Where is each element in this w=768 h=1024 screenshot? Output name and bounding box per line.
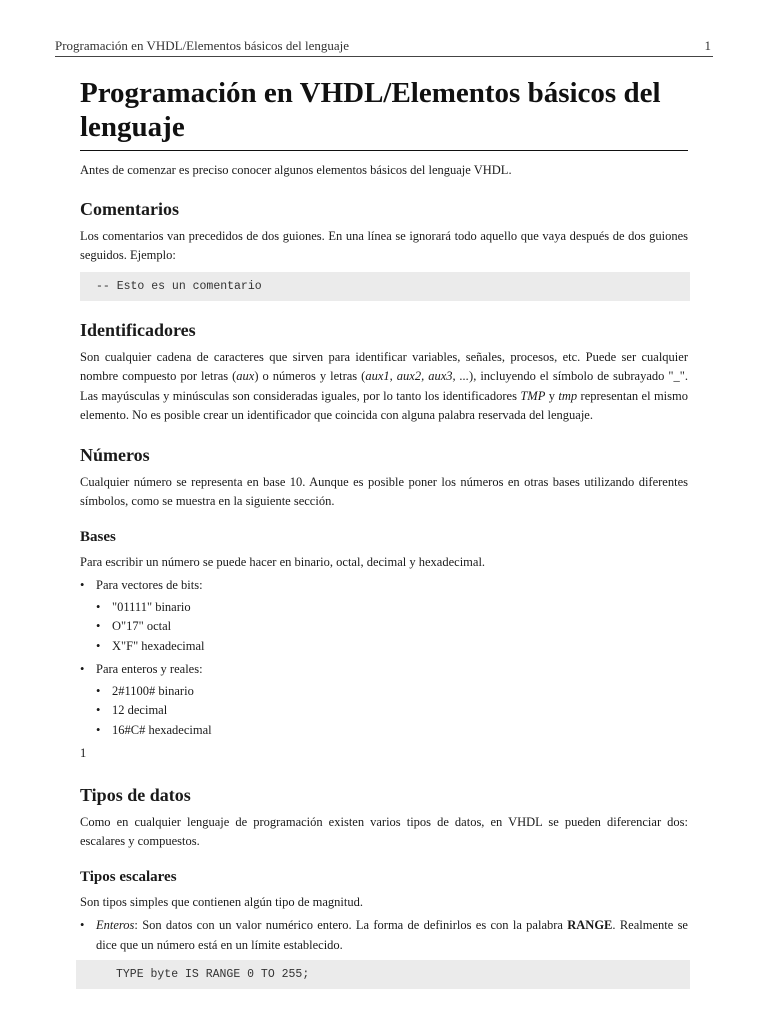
tipos-datos-paragraph: Como en cualquier lenguaje de programación existen varios tipos de datos, en VHDL se pueden diferenciar dos: escalares y compuestos. (80, 814, 688, 848)
identificadores-tmp-lower: tmp (558, 388, 578, 403)
identificadores-text-1: Son cualquier cadena de caracteres que sirven para identificar variables, señales, procesos, etc. Puede ser cualquier nombre compuesto por letras ( (80, 349, 688, 383)
list-item-label: Para enteros y reales: (96, 662, 203, 676)
bullet-glyph: • (80, 662, 85, 676)
identificadores-text-5: representan el mismo elemento. No es posible crear un identificador que coincida con alguna palabra reservada del lenguaje. (80, 388, 688, 422)
section-heading-identificadores: Identificadores (80, 319, 196, 340)
identificadores-aux-list: aux1, aux2, aux3, ... (365, 369, 470, 383)
section-heading-tipos-datos: Tipos de datos (80, 784, 191, 805)
list-item (80, 617, 688, 637)
list-item-label: 2#1100# binario (112, 683, 194, 698)
bases-list (80, 576, 688, 740)
identificadores-text-4: y (545, 388, 559, 403)
list-item (80, 701, 688, 721)
list-item-label: O"17" octal (112, 619, 172, 633)
bullet-glyph: • (96, 683, 101, 698)
section-heading-numeros: Números (80, 444, 150, 465)
list-item-label: 12 decimal (112, 703, 168, 717)
list-item-label: "01111" binario (112, 599, 191, 614)
list-item-enteros-reales (80, 660, 688, 680)
identificadores-aux: aux (236, 369, 255, 383)
bullet-glyph: • (96, 599, 101, 614)
identificadores-paragraph (80, 348, 688, 426)
comentarios-paragraph: Los comentarios van precedidos de dos guiones. En una línea se ignorará todo aquello que vaya después de dos guiones seguidos. Ejemplo: (80, 228, 688, 262)
tipos-escalares-list (80, 916, 688, 955)
code-block-type-byte: TYPE byte IS RANGE 0 TO 255; (76, 960, 690, 989)
footnote-marker: 1 (80, 746, 87, 760)
bullet-glyph: • (96, 703, 101, 717)
numeros-paragraph: Cualquier número se representa en base 10. Aunque es posible poner los números en otras bases utilizando diferentes símbolos, como se muestra en la siguiente sección. (80, 474, 688, 508)
bullet-glyph: • (80, 578, 85, 592)
article-body (80, 76, 688, 989)
bullet-glyph: • (96, 619, 101, 633)
identificadores-text-2: ) o números y letras ( (254, 369, 366, 383)
page-number: 1 (704, 38, 711, 53)
section-heading-comentarios: Comentarios (80, 198, 179, 219)
list-item (80, 598, 688, 618)
list-item-enteros (80, 916, 688, 955)
bullet-glyph: • (96, 722, 101, 737)
list-item-label: Para vectores de bits: (96, 578, 203, 592)
range-keyword: RANGE (567, 918, 613, 932)
list-item (80, 637, 688, 657)
enteros-text-1: : Son datos con un valor numérico entero. La forma de definirlos es con la palabra (134, 918, 568, 932)
list-item (80, 721, 688, 741)
list-item (80, 682, 688, 702)
running-header-title: Programación en VHDL/Elementos básicos del lenguaje (55, 38, 349, 53)
identificadores-text-3: ), incluyendo el símbolo de subrayado "_". Las mayúsculas y minúsculas son consideradas iguales, por lo tanto los identificadores (80, 369, 688, 403)
tipos-escalares-paragraph: Son tipos simples que contienen algún tipo de magnitud. (80, 894, 363, 909)
subsection-heading-tipos-escalares: Tipos escalares (80, 868, 177, 885)
list-item-label: X"F" hexadecimal (112, 638, 205, 653)
subsection-heading-bases: Bases (80, 528, 116, 545)
bullet-glyph: • (80, 918, 85, 932)
enteros-term: Enteros (96, 918, 135, 932)
bullet-glyph: • (96, 638, 101, 653)
identificadores-tmp-upper: TMP (520, 388, 546, 403)
page-title: Programación en VHDL/Elementos básicos del lenguaje (80, 76, 688, 151)
list-item-vectores (80, 576, 688, 596)
list-item-label: 16#C# hexadecimal (112, 722, 212, 737)
running-header (55, 36, 713, 57)
bases-paragraph: Para escribir un número se puede hacer en binario, octal, decimal y hexadecimal. (80, 554, 486, 569)
enteros-text-2: . Realmente se dice que un número está en un límite establecido. (96, 918, 688, 952)
intro-paragraph: Antes de comenzar es preciso conocer algunos elementos básicos del lenguaje VHDL. (80, 163, 512, 177)
code-block-comentario: -- Esto es un comentario (80, 272, 690, 301)
